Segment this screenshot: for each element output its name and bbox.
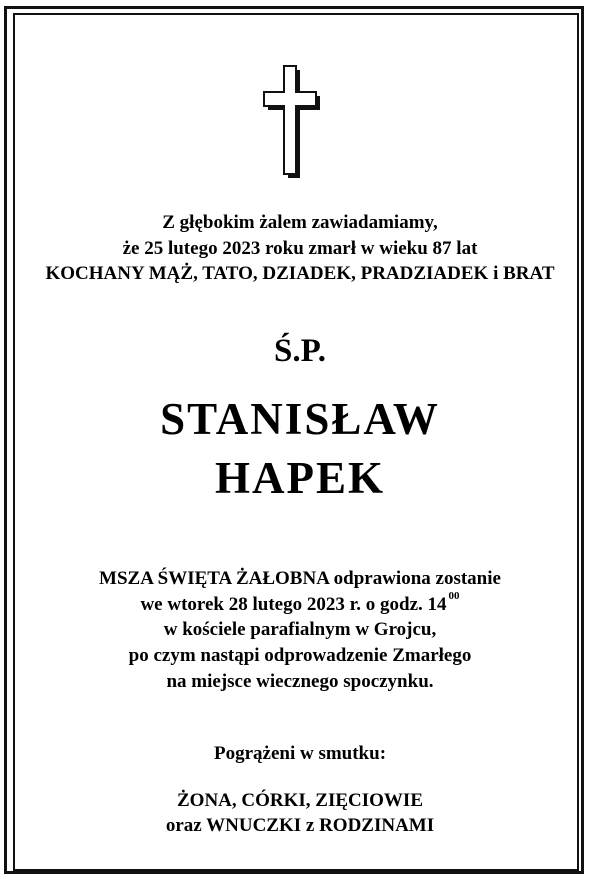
mass-line-5: na miejsce wiecznego spoczynku. (166, 671, 434, 692)
mass-line-2 (0, 590, 600, 616)
cross-icon (258, 64, 322, 182)
intro-line-3: KOCHANY MĄŻ, TATO, DZIADEK, PRADZIADEK i BRAT (45, 263, 555, 284)
mass-date-time: we wtorek 28 lutego 2023 r. o godz. 14 (140, 594, 447, 615)
mourners-line-1: ŻONA, CÓRKI, ZIĘCIOWIE (177, 790, 423, 811)
sp-prefix: Ś.P. (274, 333, 326, 369)
mass-line-3: w kościele parafialnym w Grojcu, (163, 619, 437, 640)
intro-line-1: Z głębokim żalem zawiadamiamy, (162, 212, 438, 233)
mourners-heading: Pogrążeni w smutku: (213, 743, 387, 764)
intro-line-2: że 25 lutego 2023 roku zmarł w wieku 87 lat (122, 238, 478, 259)
deceased-last-name: HAPEK (214, 453, 385, 503)
mass-line-1: MSZA ŚWIĘTA ŻAŁOBNA odprawiona zostanie (99, 568, 501, 589)
deceased-first-name: STANISŁAW (160, 394, 440, 444)
mourners-line-2: oraz WNUCZKI z RODZINAMI (165, 815, 435, 836)
mass-line-4: po czym nastąpi odprowadzenie Zmarłego (128, 645, 472, 666)
mass-minutes: 00 (448, 590, 460, 602)
